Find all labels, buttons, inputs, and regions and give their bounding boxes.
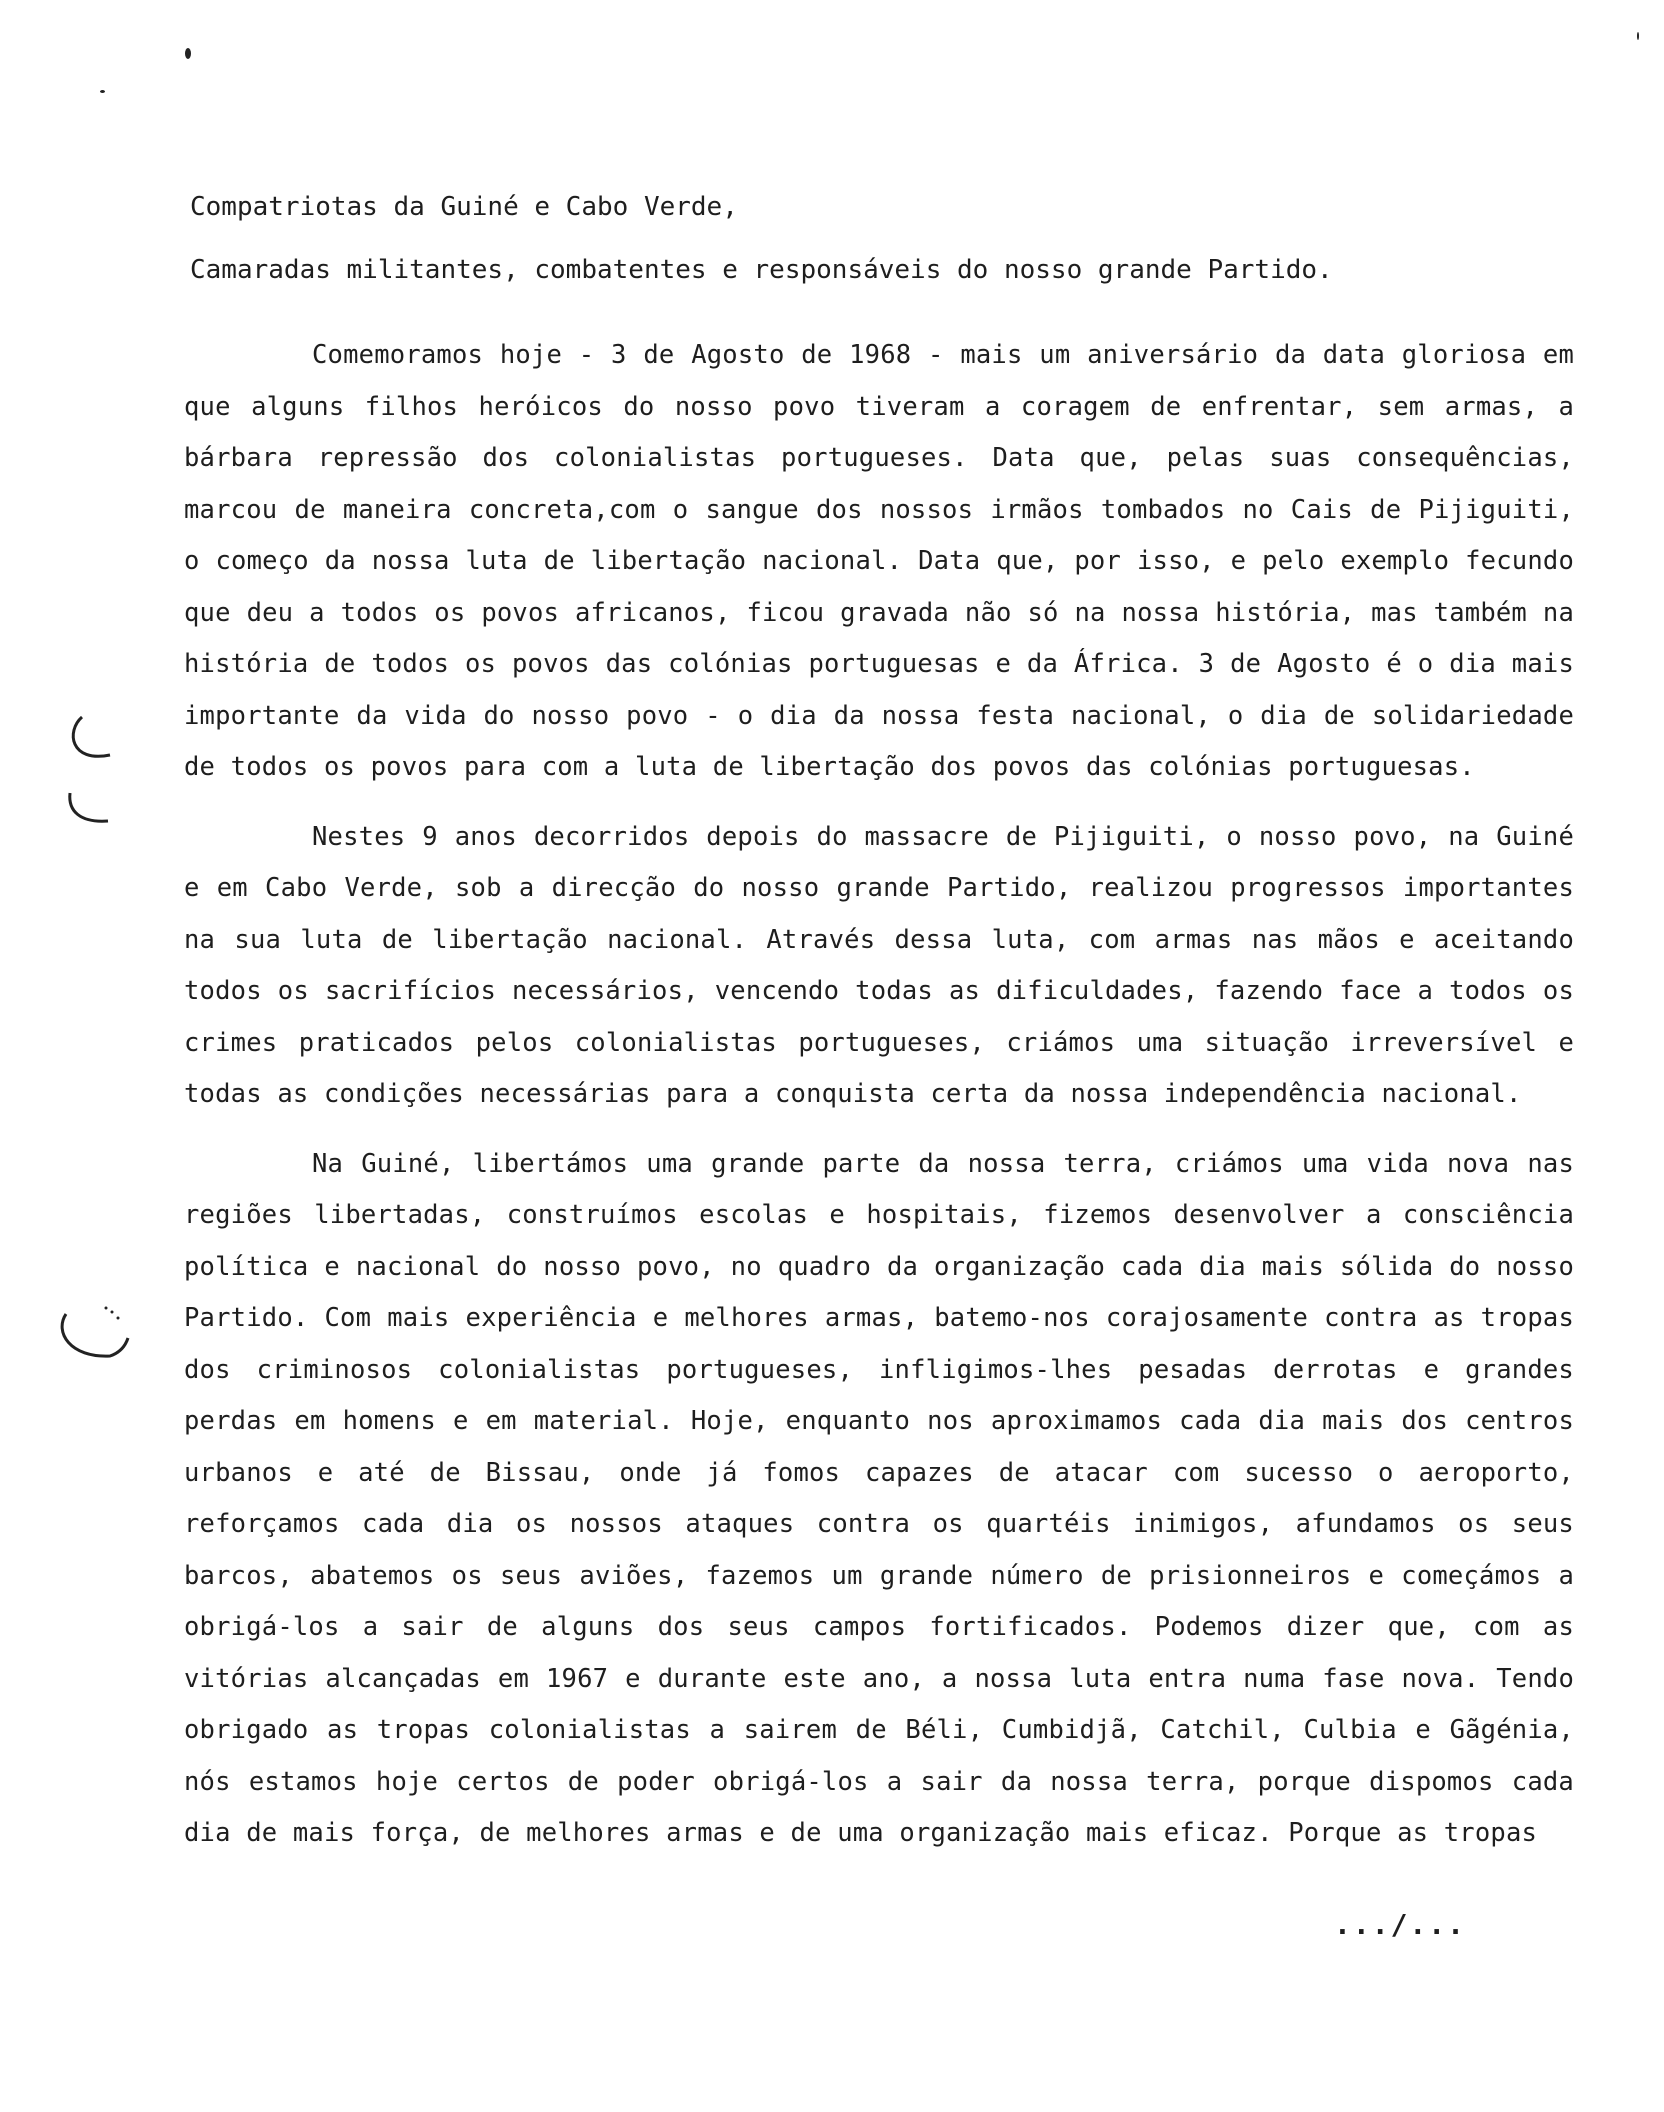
margin-bracket-mark <box>60 705 130 845</box>
salutation-line: Compatriotas da Guiné e Cabo Verde, <box>190 192 738 222</box>
salutation-line: Camaradas militantes, combatentes e responsáveis do nosso grande Partido. <box>190 255 1333 285</box>
paragraph: Na Guiné, libertámos uma grande parte da nossa terra, criámos uma vida nova nas regiões libertadas, construímos escolas e hospitais, fizemos desenvolver a consciência política e nacional do nosso povo, no quadro da organização cada dia mais sólida do nosso Partido. Com mais experiência e melhores armas, batemo-nos corajosamente contra as tropas dos criminosos colonialistas portugueses, infligimos-lhes pesadas derrotas e grandes perdas em homens e em material. Hoje, enquanto nos aproximamos cada dia mais dos centros urbanos e até de Bissau, onde já fomos capazes de atacar com sucesso o aeroporto, reforçamos cada dia os nossos ataques contra os quartéis inimigos, afundamos os seus barcos, abatemos os seus aviões, fazemos um grande número de prisionneiros e começámos a obrigá-los a sair de alguns dos seus campos fortificados. Podemos dizer que, com as vitórias alcançadas em 1967 e durante este ano, a nossa luta entra numa fase nova. Tendo obrigado as tropas colonialistas a sairem de Béli, Cumbidjã, Catchil, Culbia e Gãgénia, nós estamos hoje certos de poder obrigá-los a sair da nossa terra, porque dispomos cada dia de mais força, de melhores armas e de uma organização mais eficaz. Porque as tropas <box>184 1148 1574 1848</box>
margin-bracket-mark <box>48 1300 138 1380</box>
continuation-mark: .../... <box>1334 1908 1467 1941</box>
scan-speck <box>185 48 191 59</box>
paragraph: Nestes 9 anos decorridos depois do massacre de Pijiguiti, o nosso povo, na Guiné e em Cabo Verde, sob a direcção do nosso grande Partido, realizou progressos importantes na sua luta de libertação nacional. Através dessa luta, com armas nas mãos e aceitando todos os sacrifícios necessários, vencendo todas as dificuldades, fazendo face a todos os crimes praticados pelos colonialistas portugueses, criámos uma situação irreversível e todas as condições necessárias para a conquista certa da nossa independência nacional. <box>184 821 1574 1109</box>
letter-body <box>184 330 1574 1860</box>
scan-speck <box>100 90 105 93</box>
paragraph: Comemoramos hoje - 3 de Agosto de 1968 - mais um aniversário da data gloriosa em que alguns filhos heróicos do nosso povo tiveram a coragem de enfrentar, sem armas, a bárbara repressão dos colonialistas portugueses. Data que, pelas suas consequências, marcou de maneira concreta,com o sangue dos nossos irmãos tombados no Cais de Pijiguiti, o começo da nossa luta de libertação nacional. Data que, por isso, e pelo exemplo fecundo que deu a todos os povos africanos, ficou gravada não só na nossa história, mas também na história de todos os povos das colónias portuguesas e da África. 3 de Agosto é o dia mais importante da vida do nosso povo - o dia da nossa festa nacional, o dia de solidariedade de todos os povos para com a luta de libertação dos povos das colónias portuguesas. <box>184 340 1574 782</box>
scan-speck <box>1637 32 1639 40</box>
